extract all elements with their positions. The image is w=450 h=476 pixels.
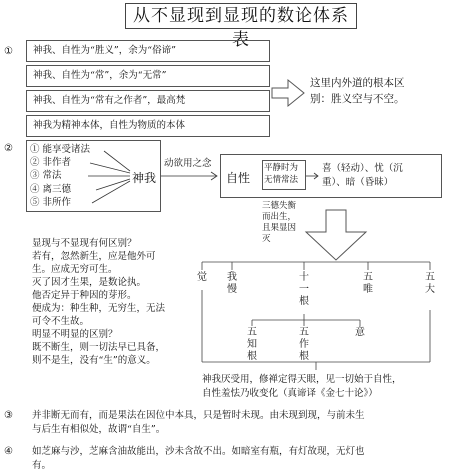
- down-arrow: [306, 210, 366, 260]
- shenwo-item-5: ⑤ 非所作: [30, 197, 72, 208]
- section1-row-3: 神我、自性为“常有之作者”，最高梵: [26, 90, 270, 112]
- section4-line2: 有。: [32, 460, 52, 471]
- imbalance-line4: 灭: [262, 234, 271, 244]
- qa-line-1: 显现与不显现有何区别？: [32, 238, 137, 249]
- imbalance-line3: 且果显因: [262, 223, 297, 233]
- shenwo-item-1: ① 能享受诸法: [30, 144, 91, 155]
- quiet-line2: 无情常法: [264, 175, 299, 185]
- gunas-line2: 重）、暗（昏昧）: [322, 177, 394, 188]
- motive-arrow: [160, 172, 217, 180]
- tree-shiyigen: 十一根: [299, 272, 309, 307]
- section3-number: ③: [4, 410, 13, 421]
- qa-line-7: 可令不生故。: [32, 316, 90, 327]
- shenwo-item-4: ④ 离三德: [30, 184, 72, 195]
- qa-line-9: 既不断生，则一切法早已具备，: [32, 342, 166, 353]
- section1-row-4: 神我为精神本体，自性为物质的本体: [26, 115, 270, 137]
- tree-jue: 觉: [197, 272, 207, 283]
- section1-note-line1: 这里内外道的根本区: [310, 77, 405, 89]
- zixing-label: 自性: [226, 171, 251, 185]
- section1-row-2: 神我、自性为“常”，余为“无常”: [26, 65, 270, 87]
- qa-line-5: 他否定异于种因的芽形。: [32, 290, 137, 301]
- qa-line-4: 灭了因才生果，是数论执。: [32, 277, 147, 288]
- tree-wuwei: 五唯: [363, 272, 373, 295]
- enjoy-line1: 神我厌受用，修禅定得天眼，见一切始于自性，: [202, 374, 402, 385]
- tree-wuda: 五大: [425, 272, 435, 295]
- qa-line-8: 明显不明显的区别？: [32, 329, 118, 340]
- shenwo-item-2: ② 非作者: [30, 157, 72, 168]
- quiet-line1: 平静时为: [264, 163, 299, 173]
- section1-note-line2: 别：胜义空与不空。: [310, 93, 405, 105]
- section1-number: ①: [4, 46, 13, 57]
- shenwo-label: 神我: [132, 171, 157, 185]
- qa-line-3: 生。应成无穷可生。: [32, 264, 118, 275]
- shenwo-item-3: ③ 常法: [30, 170, 62, 181]
- section2-number: ②: [4, 143, 13, 154]
- motive-label: 动欲用之念: [164, 158, 212, 169]
- section3-line2: 与后生有相似处，故谓“自生”。: [32, 424, 166, 435]
- qa-line-6: 便成为：种生种，无穷生，无法: [32, 303, 166, 314]
- qa-line-10: 则不是生，没有“生”的意义。: [32, 355, 156, 366]
- section3-line1: 并非断无而有，而是果法在因位中本具，只是暂时未现。由未现到现，与前未生: [32, 410, 365, 421]
- section1-row-1: 神我、自性为“胜义”，余为“俗谛”: [26, 40, 270, 62]
- tree-wuzuogen: 五作根: [299, 327, 309, 362]
- zixing-box: [220, 154, 442, 198]
- qa-line-2: 若有，忽然新生，应是他外可: [32, 251, 156, 262]
- tree-womang: 我慢: [227, 272, 237, 295]
- gunas-line1: 喜（轻动）、忧（沉: [322, 163, 403, 174]
- page-title: 从不显现到显现的数论体系表: [125, 3, 357, 29]
- section1-arrow: [272, 80, 304, 106]
- tree-wuzhigen: 五知根: [247, 327, 257, 362]
- imbalance-line1: 三德失衡: [262, 201, 297, 211]
- enjoy-line2: 自性羞怯乃收变化（真谛译《金七十论》）: [202, 388, 378, 399]
- section4-number: ④: [4, 446, 13, 457]
- tree-yi: 意: [355, 327, 365, 338]
- imbalance-line2: 而出生，: [262, 212, 297, 222]
- section4-line1: 如芝麻与沙，芝麻含油故能出，沙未含故不出。如暗室有瓶，有灯故现，无灯也: [32, 446, 365, 457]
